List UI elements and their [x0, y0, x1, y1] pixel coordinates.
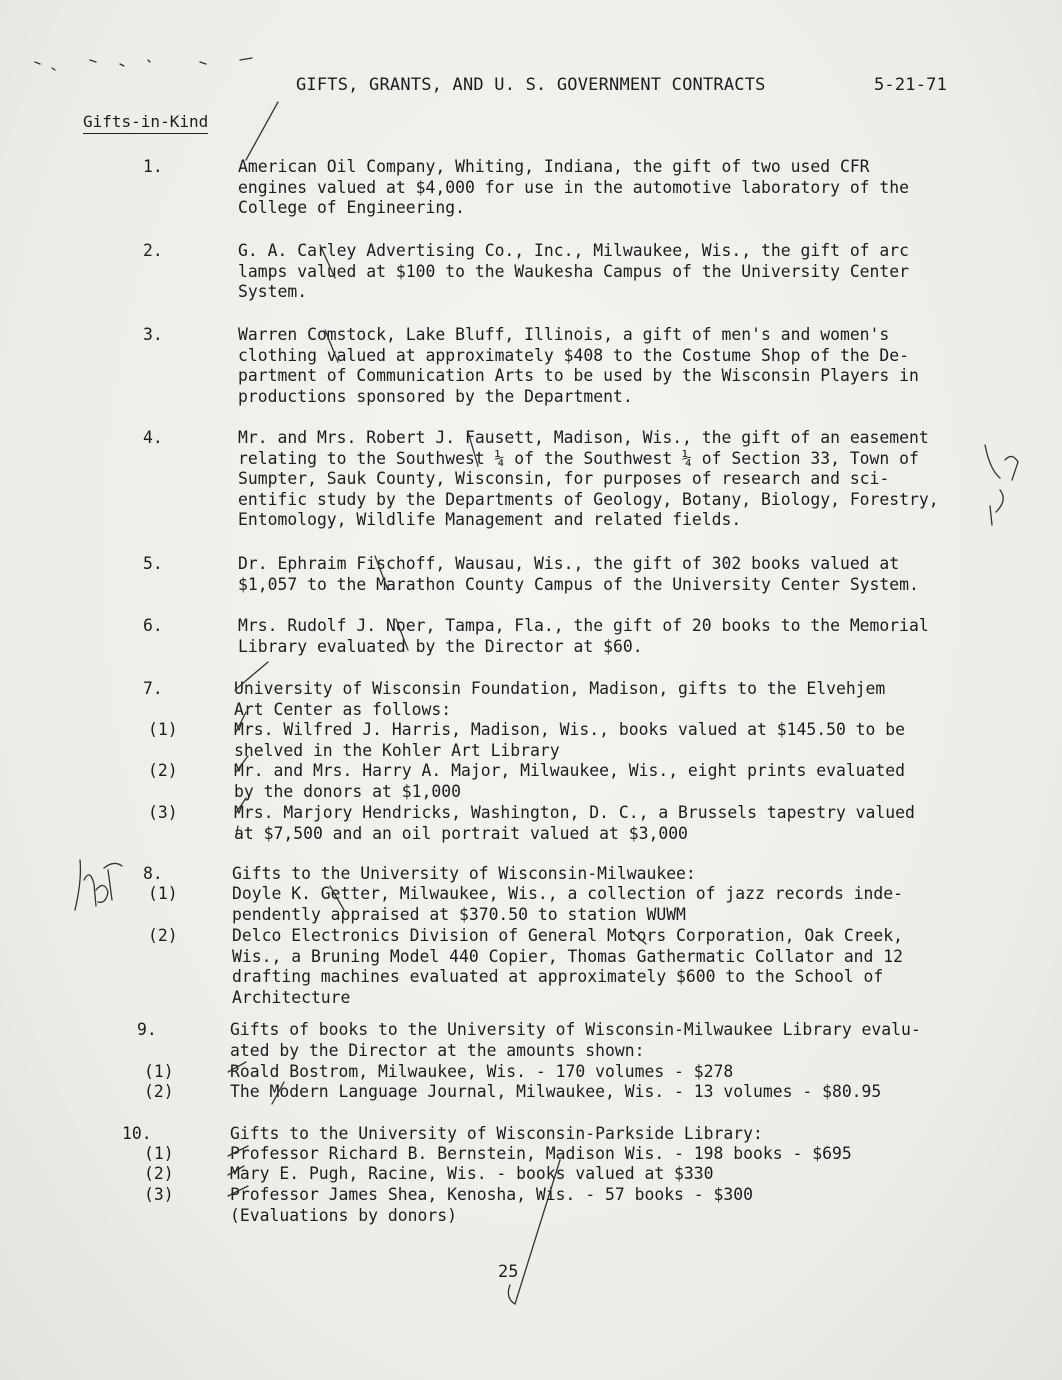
- item-line: Delco Electronics Division of General Motors Corporation, Oak Creek,: [232, 926, 904, 945]
- item-line: drafting machines evaluated at approximately $600 to the School of: [232, 967, 884, 986]
- item-number: 8.: [143, 864, 163, 883]
- sub-item-number: (2): [144, 1164, 174, 1183]
- item-line: Warren Comstock, Lake Bluff, Illinois, a gift of men's and women's: [238, 325, 890, 344]
- item-line: partment of Communication Arts to be used by the Wisconsin Players in: [238, 366, 919, 385]
- item-line: Art Center as follows:: [234, 699, 452, 719]
- item-line: Professor James Shea, Kenosha, Wis. - 57 books - $300: [230, 1185, 754, 1204]
- item-line: University of Wisconsin Foundation, Madison, gifts to the Elvehjem: [234, 679, 886, 698]
- sub-item-text: [230, 1082, 980, 1103]
- page-number: 25: [498, 1262, 519, 1282]
- item-line: clothing valued at approximately $408 to the Costume Shop of the De-: [238, 345, 910, 365]
- item-line: Mary E. Pugh, Racine, Wis. - books valued at $330: [230, 1164, 714, 1183]
- item-line: Roald Bostrom, Milwaukee, Wis. - 170 volumes - $278: [230, 1062, 734, 1081]
- item-line: G. A. Carley Advertising Co., Inc., Milwaukee, Wis., the gift of arc: [238, 241, 910, 260]
- item-line: Professor Richard B. Bernstein, Madison Wis. - 198 books - $695: [230, 1144, 852, 1163]
- item-text: [238, 554, 978, 595]
- sub-item-text: [232, 926, 982, 1008]
- sub-item-text: [230, 1185, 980, 1226]
- item-number: 3.: [143, 325, 163, 344]
- item-line: Architecture: [232, 987, 351, 1007]
- item-line: (Evaluations by donors): [230, 1205, 457, 1225]
- item-line: $1,057 to the Marathon County Campus of the University Center System.: [238, 574, 919, 594]
- item-text: [238, 616, 978, 657]
- item-text: [230, 1020, 970, 1061]
- scribble-fund: [985, 445, 1018, 525]
- item-number: 10.: [122, 1124, 152, 1143]
- item-line: at $7,500 and an oil portrait valued at $3,000: [234, 823, 688, 843]
- item-text: [234, 679, 974, 720]
- item-line: productions sponsored by the Department.: [238, 386, 633, 406]
- item-line: pendently appraised at $370.50 to station WUWM: [232, 904, 686, 924]
- sub-item-text: [234, 720, 984, 761]
- item-number: 6.: [143, 616, 163, 635]
- item-line: Sumpter, Sauk County, Wisconsin, for purposes of research and sci-: [238, 469, 890, 488]
- corner-specks: [35, 58, 252, 70]
- sub-item-number: (3): [148, 803, 178, 822]
- item-number: 5.: [143, 554, 163, 573]
- item-line: Gifts to the University of Wisconsin-Milwaukee:: [232, 864, 696, 883]
- item-line: entific study by the Departments of Geology, Botany, Biology, Forestry,: [238, 489, 939, 509]
- item-line: Dr. Ephraim Fischoff, Wausau, Wis., the gift of 302 books valued at: [238, 554, 900, 573]
- sub-item-number: (1): [148, 884, 178, 903]
- sub-item-number: (2): [148, 761, 178, 780]
- item-line: Wis., a Bruning Model 440 Copier, Thomas Gathermatic Collator and 12: [232, 946, 904, 966]
- item-line: relating to the Southwest ¼ of the Southwest ¼ of Section 33, Town of: [238, 448, 919, 468]
- item-line: Mrs. Wilfred J. Harris, Madison, Wis., books valued at $145.50 to be: [234, 720, 906, 739]
- item-line: ated by the Director at the amounts shown:: [230, 1040, 645, 1060]
- item-line: Library evaluated by the Director at $60.: [238, 636, 643, 656]
- page-header: [0, 75, 1062, 99]
- item-text: [238, 428, 978, 531]
- item-line: engines valued at $4,000 for use in the automotive laboratory of the: [238, 177, 910, 197]
- sub-item-number: (2): [148, 926, 178, 945]
- sub-item-text: [230, 1144, 980, 1165]
- item-number: 1.: [143, 157, 163, 176]
- item-line: lamps valued at $100 to the Waukesha Campus of the University Center: [238, 261, 910, 281]
- item-text: [232, 864, 972, 885]
- item-line: College of Engineering.: [238, 198, 465, 217]
- item-line: Doyle K. Getter, Milwaukee, Wis., a collection of jazz records inde-: [232, 884, 904, 903]
- sub-item-number: (1): [144, 1062, 174, 1081]
- check-mark-1: [246, 102, 278, 160]
- sub-item-text: [230, 1164, 980, 1185]
- item-line: shelved in the Kohler Art Library: [234, 740, 560, 760]
- item-line: Mr. and Mrs. Robert J. Fausett, Madison, Wis., the gift of an easement: [238, 428, 929, 447]
- header-title: GIFTS, GRANTS, AND U. S. GOVERNMENT CONTRACTS: [296, 75, 766, 95]
- item-number: 2.: [143, 241, 163, 260]
- item-line: Mrs. Rudolf J. Noer, Tampa, Fla., the gift of 20 books to the Memorial: [238, 616, 929, 635]
- sub-item-text: [234, 761, 984, 802]
- item-number: 9.: [137, 1020, 157, 1039]
- item-number: 7.: [143, 679, 163, 698]
- item-line: Mrs. Marjory Hendricks, Washington, D. C., a Brussels tapestry valued: [234, 803, 915, 822]
- sub-item-number: (1): [144, 1144, 174, 1163]
- item-line: Gifts of books to the University of Wisconsin-Milwaukee Library evalu-: [230, 1020, 921, 1039]
- sub-item-number: (1): [148, 720, 178, 739]
- item-line: System.: [238, 282, 308, 301]
- item-number: 4.: [143, 428, 163, 447]
- item-text: [238, 241, 978, 303]
- sub-item-text: [230, 1062, 980, 1083]
- item-text: [238, 157, 978, 219]
- scribble-hot: [75, 860, 122, 910]
- header-date: 5-21-71: [874, 75, 948, 95]
- item-line: Mr. and Mrs. Harry A. Major, Milwaukee, Wis., eight prints evaluated: [234, 761, 906, 780]
- item-line: American Oil Company, Whiting, Indiana, the gift of two used CFR: [238, 157, 870, 176]
- item-line: Entomology, Wildlife Management and related fields.: [238, 510, 742, 529]
- sub-item-text: [232, 884, 982, 925]
- item-line: Gifts to the University of Wisconsin-Parkside Library:: [230, 1124, 763, 1143]
- sub-item-number: (3): [144, 1185, 174, 1204]
- item-text: [230, 1124, 970, 1145]
- item-line: The Modern Language Journal, Milwaukee, Wis. - 13 volumes - $80.95: [230, 1082, 882, 1101]
- sub-item-number: (2): [144, 1082, 174, 1101]
- item-line: by the donors at $1,000: [234, 781, 461, 801]
- sub-item-text: [234, 803, 984, 844]
- item-text: [238, 325, 978, 407]
- section-title: Gifts-in-Kind: [83, 112, 208, 134]
